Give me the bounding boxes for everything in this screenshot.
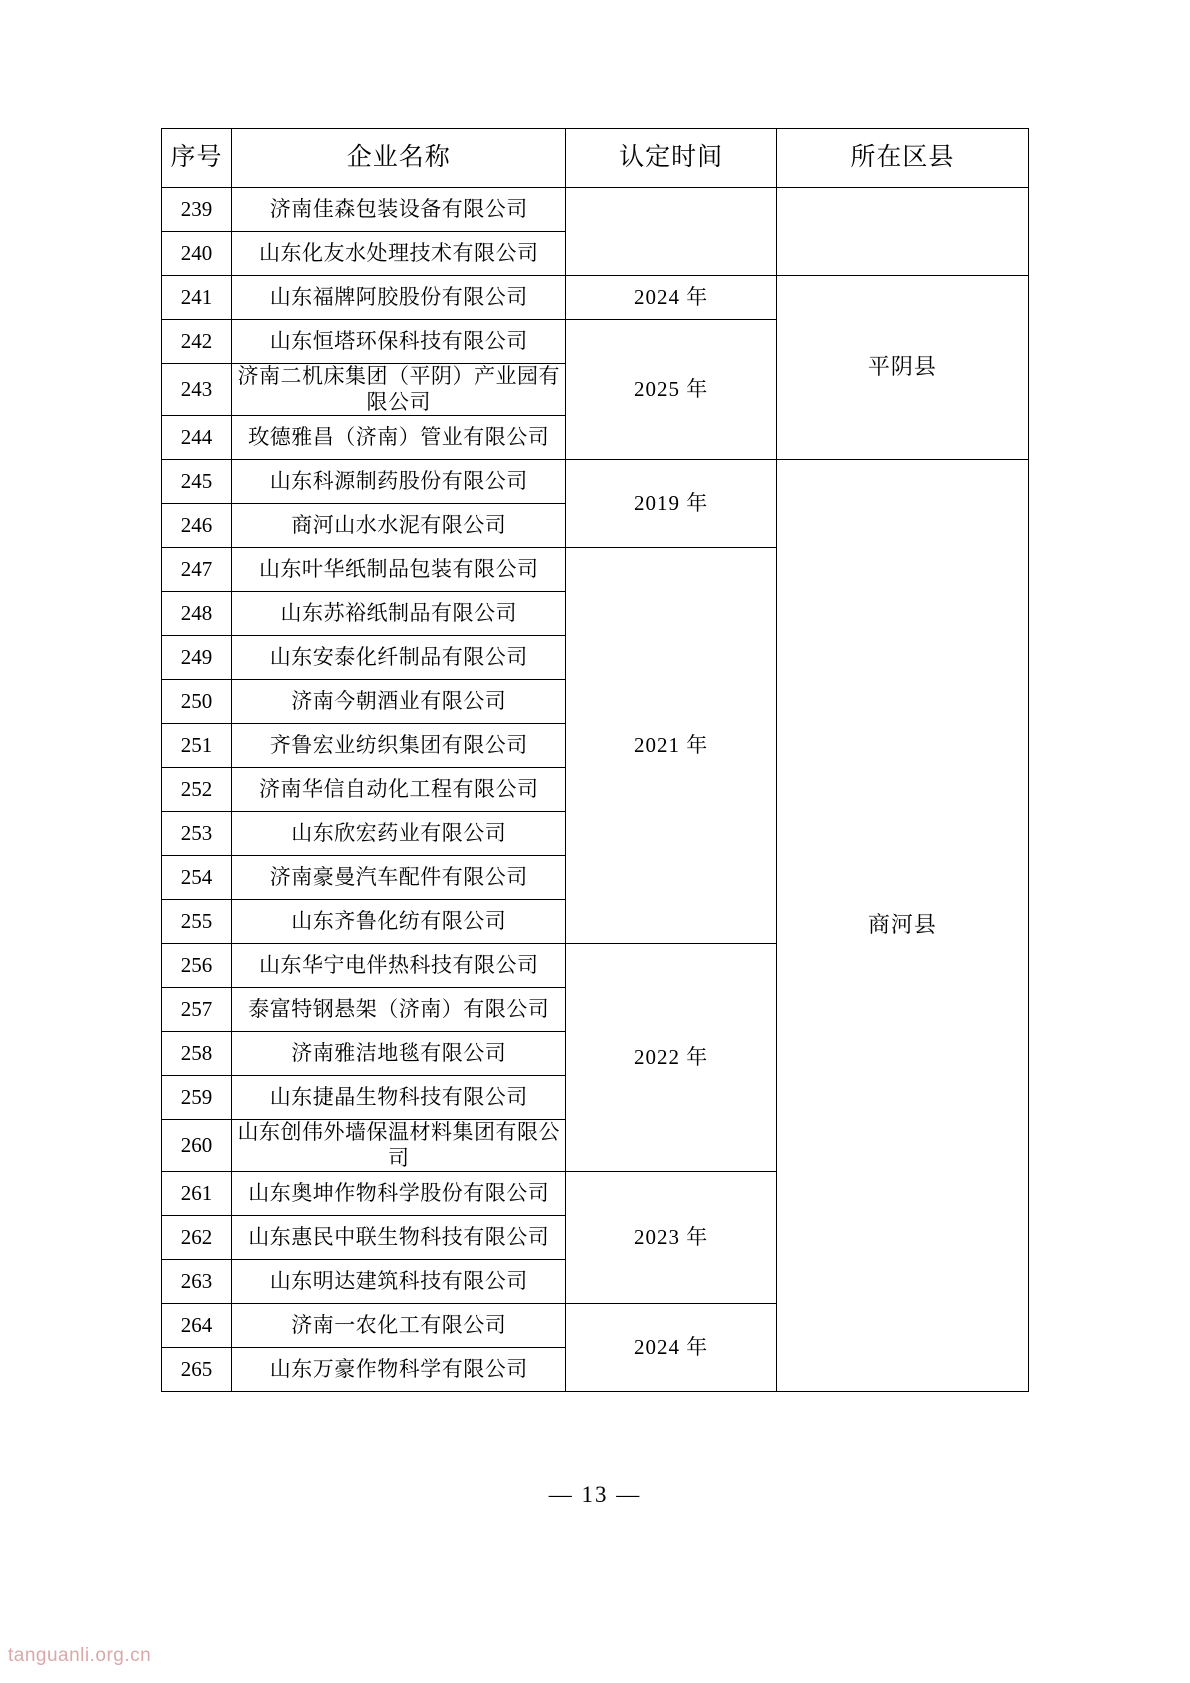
cell-name: 济南今朝酒业有限公司 (232, 680, 566, 724)
column-header-name: 企业名称 (232, 129, 566, 188)
cell-no: 250 (162, 680, 232, 724)
cell-no: 265 (162, 1348, 232, 1392)
cell-no: 251 (162, 724, 232, 768)
cell-name: 山东恒塔环保科技有限公司 (232, 320, 566, 364)
cell-no: 240 (162, 232, 232, 276)
cell-no: 248 (162, 592, 232, 636)
cell-name: 山东苏裕纸制品有限公司 (232, 592, 566, 636)
cell-name: 山东万豪作物科学有限公司 (232, 1348, 566, 1392)
cell-no: 263 (162, 1260, 232, 1304)
cell-no: 239 (162, 188, 232, 232)
cell-no: 259 (162, 1076, 232, 1120)
cell-no: 257 (162, 988, 232, 1032)
cell-no: 241 (162, 276, 232, 320)
table-header-row (162, 129, 1029, 188)
cell-no: 249 (162, 636, 232, 680)
cell-name: 济南二机床集团（平阴）产业园有限公司 (232, 364, 566, 416)
cell-time: 2022 年 (566, 944, 776, 1172)
cell-name: 济南豪曼汽车配件有限公司 (232, 856, 566, 900)
column-header-area: 所在区县 (776, 129, 1028, 188)
watermark: tanguanli.org.cn (8, 1645, 152, 1666)
cell-no: 258 (162, 1032, 232, 1076)
cell-time: 2025 年 (566, 320, 776, 460)
cell-name: 山东明达建筑科技有限公司 (232, 1260, 566, 1304)
cell-name: 山东化友水处理技术有限公司 (232, 232, 566, 276)
cell-no: 253 (162, 812, 232, 856)
cell-name: 山东创伟外墙保温材料集团有限公司 (232, 1120, 566, 1172)
cell-area: 平阴县 (776, 276, 1028, 460)
cell-no: 244 (162, 416, 232, 460)
cell-no: 254 (162, 856, 232, 900)
cell-name: 山东华宁电伴热科技有限公司 (232, 944, 566, 988)
cell-no: 246 (162, 504, 232, 548)
cell-name: 济南雅洁地毯有限公司 (232, 1032, 566, 1076)
cell-name: 济南佳森包装设备有限公司 (232, 188, 566, 232)
cell-name: 玫德雅昌（济南）管业有限公司 (232, 416, 566, 460)
cell-name: 山东安泰化纤制品有限公司 (232, 636, 566, 680)
cell-no: 260 (162, 1120, 232, 1172)
cell-name: 山东叶华纸制品包装有限公司 (232, 548, 566, 592)
cell-no: 255 (162, 900, 232, 944)
cell-name: 齐鲁宏业纺织集团有限公司 (232, 724, 566, 768)
page-number: — 13 — (548, 1482, 642, 1507)
cell-name: 山东科源制药股份有限公司 (232, 460, 566, 504)
enterprise-list-table (161, 128, 1029, 1392)
cell-name: 济南华信自动化工程有限公司 (232, 768, 566, 812)
cell-no: 256 (162, 944, 232, 988)
cell-no: 247 (162, 548, 232, 592)
cell-name: 山东齐鲁化纺有限公司 (232, 900, 566, 944)
cell-no: 261 (162, 1172, 232, 1216)
table-row (162, 460, 1029, 504)
cell-name: 山东奥坤作物科学股份有限公司 (232, 1172, 566, 1216)
cell-name: 山东捷晶生物科技有限公司 (232, 1076, 566, 1120)
cell-time: 2023 年 (566, 1172, 776, 1304)
table-row (162, 188, 1029, 232)
cell-time: 2021 年 (566, 548, 776, 944)
cell-no: 262 (162, 1216, 232, 1260)
cell-no: 243 (162, 364, 232, 416)
cell-name: 商河山水水泥有限公司 (232, 504, 566, 548)
table-row (162, 276, 1029, 320)
cell-name: 山东福牌阿胶股份有限公司 (232, 276, 566, 320)
cell-name: 济南一农化工有限公司 (232, 1304, 566, 1348)
cell-name: 山东欣宏药业有限公司 (232, 812, 566, 856)
cell-area: 商河县 (776, 460, 1028, 1392)
column-header-time: 认定时间 (566, 129, 776, 188)
cell-name: 泰富特钢悬架（济南）有限公司 (232, 988, 566, 1032)
cell-no: 264 (162, 1304, 232, 1348)
cell-no: 242 (162, 320, 232, 364)
cell-area-blank (776, 188, 1028, 276)
cell-no: 252 (162, 768, 232, 812)
cell-no: 245 (162, 460, 232, 504)
cell-time-blank (566, 188, 776, 276)
cell-name: 山东惠民中联生物科技有限公司 (232, 1216, 566, 1260)
cell-time: 2024 年 (566, 1304, 776, 1392)
cell-time: 2024 年 (566, 276, 776, 320)
cell-time: 2019 年 (566, 460, 776, 548)
column-header-no: 序号 (162, 129, 232, 188)
